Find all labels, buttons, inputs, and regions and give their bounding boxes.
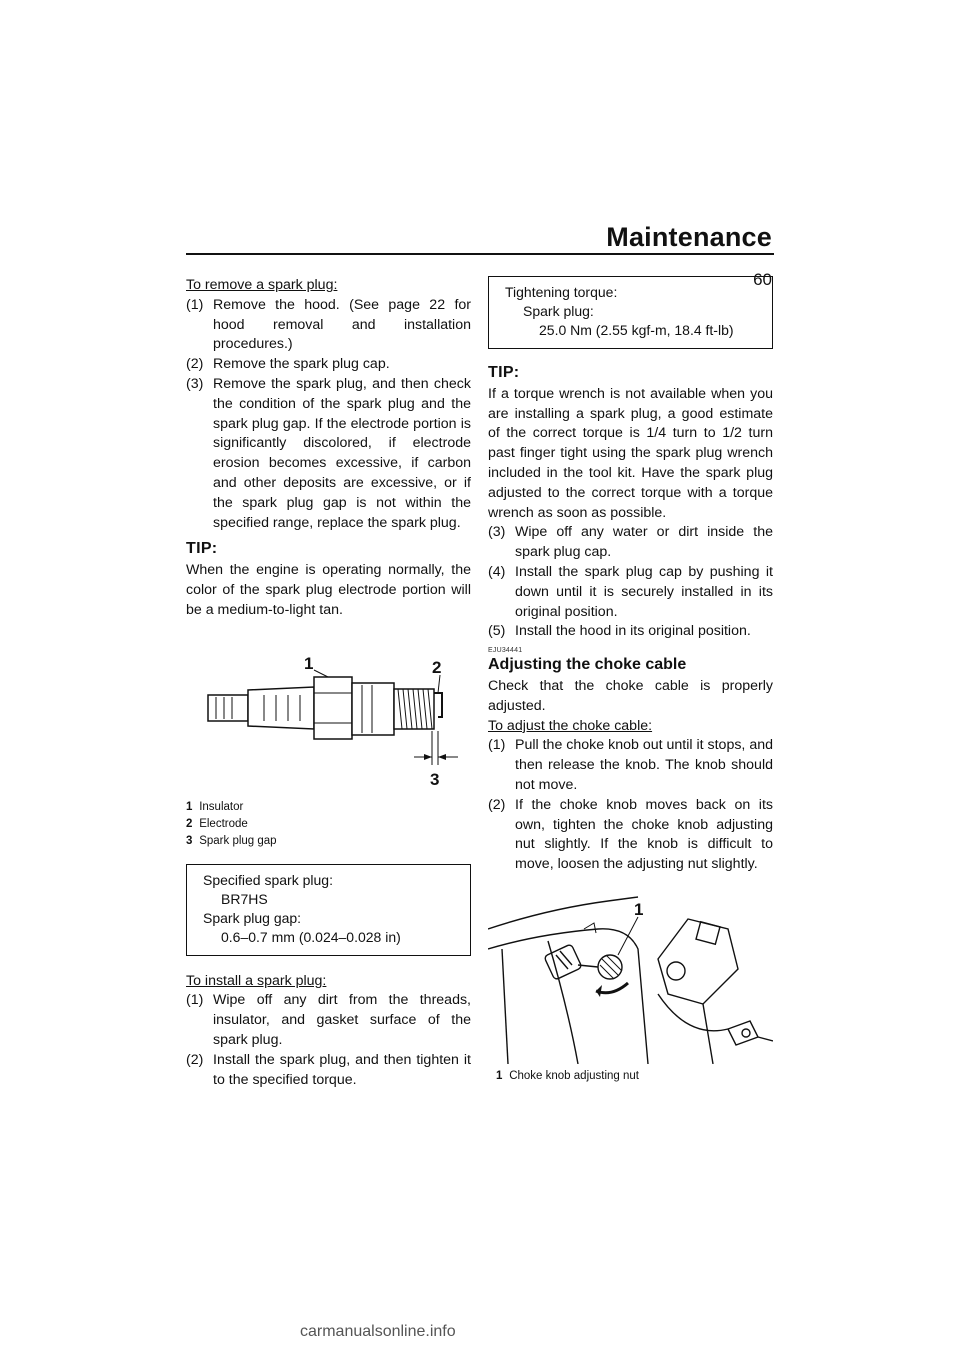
install-step <box>488 523 773 563</box>
caption-text: Choke knob adjusting nut <box>509 1069 639 1082</box>
callout-2: 2 <box>432 657 442 677</box>
step-text: Wipe off any water or dirt inside the spark plug cap. <box>515 524 773 561</box>
spark-plug-illustration <box>186 635 471 795</box>
adjust-step <box>488 736 773 795</box>
choke-knob-illustration <box>488 889 773 1064</box>
spec-value: 0.6–0.7 mm (0.024–0.028 in) <box>221 928 401 945</box>
step-number: (3) <box>488 524 506 541</box>
caption-number: 1 <box>186 800 193 813</box>
step-number: (3) <box>186 375 204 392</box>
caption-number: 3 <box>186 834 193 847</box>
spec-line: Spark plug: <box>523 303 594 319</box>
callout-1: 1 <box>304 653 314 673</box>
step-text: Install the spark plug cap by pushing it down until it is securely installed in its original position. <box>515 563 773 620</box>
right-column <box>488 276 773 1085</box>
choke-figure <box>488 889 773 1085</box>
spec-value: 25.0 Nm (2.55 kgf-m, 18.4 ft-lb) <box>539 322 734 338</box>
caption-number: 2 <box>186 817 193 830</box>
step-number: (5) <box>488 623 506 640</box>
install-step <box>186 1051 471 1091</box>
section-code: EJU34441 <box>488 647 523 655</box>
step-text: Install the hood in its original position. <box>515 623 751 640</box>
spec-line: Spark plug gap: <box>203 909 302 926</box>
callout-3: 3 <box>430 769 440 789</box>
header-rule <box>186 253 774 255</box>
callout-1: 1 <box>634 899 644 919</box>
page-number: 60 <box>753 270 772 289</box>
section-title: Adjusting the choke cable <box>488 656 687 674</box>
install-heading: To install a spark plug: <box>186 972 327 989</box>
caption-item <box>186 799 471 816</box>
step-text: Wipe off any dirt from the threads, insulator, and gasket surface of the spark plug. <box>213 992 471 1048</box>
step-number: (2) <box>186 1051 204 1068</box>
spec-line: Specified spark plug: <box>203 871 333 888</box>
spark-plug-figure <box>186 635 471 850</box>
spec-value: BR7HS <box>221 890 268 907</box>
adjust-step <box>488 796 773 875</box>
step-number: (2) <box>186 356 204 373</box>
install-step <box>488 622 773 642</box>
step-text: Pull the choke knob out until it stops, and then release the knob. The knob should not move. <box>515 737 773 793</box>
caption-text: Insulator <box>199 800 244 813</box>
caption-item <box>186 816 471 833</box>
spark-plug-spec-box <box>186 864 471 956</box>
page-header-title: Maintenance <box>606 222 772 252</box>
adjust-heading: To adjust the choke cable: <box>488 717 653 734</box>
tip-text: If a torque wrench is not available when you are installing a spark plug, a good estimate of the correct torque is 1/4 turn to 1/2 turn past finger tight using the spark plug wrench included in the tool kit. Have the spark plug adjusted to the correct torque with a torque wrench as soon as possible. <box>488 385 773 521</box>
caption-item <box>186 833 471 850</box>
remove-heading: To remove a spark plug: <box>186 277 338 293</box>
remove-step <box>186 375 471 533</box>
step-number: (1) <box>186 992 204 1009</box>
step-text: If the choke knob moves back on its own, tighten the choke knob adjusting nut slightly. If the knob is difficult to move, loosen the adjusting nut slightly. <box>515 796 773 873</box>
watermark: carmanualsonline.info <box>300 1323 456 1340</box>
figure-caption-list <box>488 1068 773 1085</box>
torque-spec-box <box>488 276 773 349</box>
step-number: (1) <box>186 296 204 313</box>
step-text: Remove the spark plug cap. <box>213 356 390 373</box>
remove-step <box>186 296 471 355</box>
step-number: (2) <box>488 796 506 813</box>
step-text: Remove the hood. (See page 22 for hood removal and installation procedures.) <box>213 296 471 353</box>
caption-text: Electrode <box>199 817 248 830</box>
spec-line: Tightening torque: <box>505 284 618 300</box>
step-text: Install the spark plug, and then tighten it to the specified torque. <box>213 1051 471 1088</box>
install-step <box>488 563 773 622</box>
tip-label: TIP: <box>186 540 218 558</box>
tip-label: TIP: <box>488 364 520 381</box>
step-number: (1) <box>488 737 506 754</box>
caption-number: 1 <box>496 1069 503 1082</box>
left-column <box>186 276 471 1090</box>
figure-caption-list <box>186 799 471 850</box>
remove-step <box>186 355 471 375</box>
caption-text: Spark plug gap <box>199 834 277 847</box>
tip-text: When the engine is operating normally, the color of the spark plug electrode portion will be a medium-to-light tan. <box>186 562 471 618</box>
step-number: (4) <box>488 563 506 580</box>
step-text: Remove the spark plug, and then check the condition of the spark plug and the spark plug gap. If the electrode portion is significantly discolored, if electrode erosion becomes excessive, if carbon and other deposits are excessive, or if the spark plug gap is not within the specified range, replace the spark plug. <box>213 375 471 531</box>
install-step <box>186 991 471 1050</box>
section-intro: Check that the choke cable is properly adjusted. <box>488 677 773 714</box>
